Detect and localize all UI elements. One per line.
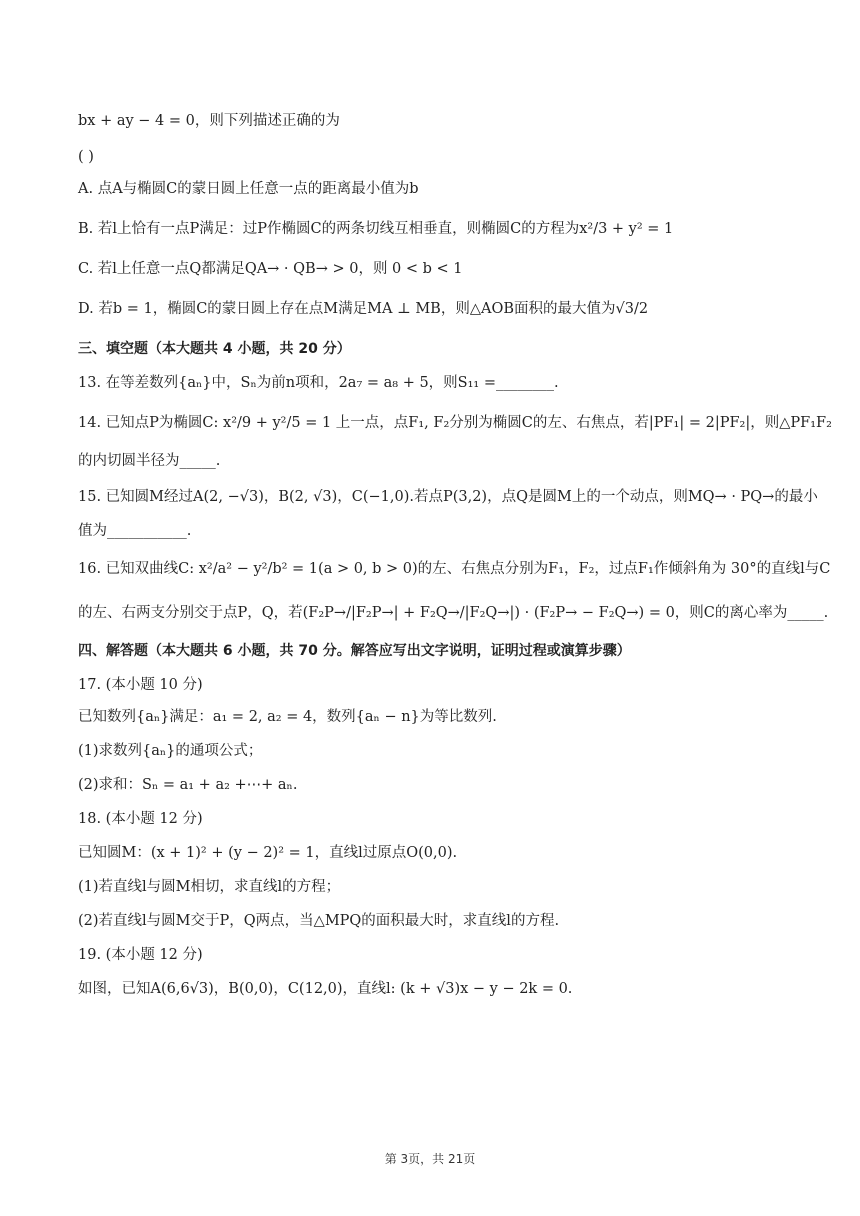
question-15-cont: 值为___________. — [78, 523, 192, 539]
question-18: 18. (本小题 12 分) — [78, 811, 203, 827]
question-19-stem: 如图，已知A(6,6√3)，B(0,0)，C(12,0)，直线l: (k + √3)x − y − 2k = 0. — [78, 981, 573, 997]
question-14: 14. 已知点P为椭圆C: x²/9 + y²/5 = 1 上一点，点F₁, F₂分别为椭圆C的左、右焦点，若|PF₁| = 2|PF₂|，则△PF₁F₂ — [78, 415, 832, 431]
question-17-stem: 已知数列{aₙ}满足：a₁ = 2, a₂ = 4，数列{aₙ − n}为等比数列. — [78, 709, 497, 725]
option-c: C. 若l上任意一点Q都满足QA→ · QB→ > 0，则 0 < b < 1 — [78, 261, 463, 277]
question-17-part-1: (1)求数列{aₙ}的通项公式； — [78, 743, 263, 759]
option-d: D. 若b = 1，椭圆C的蒙日圆上存在点M满足MA ⊥ MB，则△AOB面积的最大值为√3/2 — [78, 301, 649, 317]
text-line-1: bx + ay − 4 = 0，则下列描述正确的为 — [78, 113, 340, 129]
option-b: B. 若l上恰有一点P满足：过P作椭圆C的两条切线互相垂直，则椭圆C的方程为x²/3 + y² = 1 — [78, 221, 674, 237]
question-13: 13. 在等差数列{aₙ}中，Sₙ为前n项和，2a₇ = a₈ + 5，则S₁₁ =________. — [78, 375, 559, 391]
section-heading-fill-blank: 三、填空题（本大题共 4 小题，共 20 分） — [78, 341, 351, 357]
question-18-part-1: (1)若直线l与圆M相切，求直线l的方程； — [78, 879, 341, 895]
option-a: A. 点A与椭圆C的蒙日圆上任意一点的距离最小值为b — [78, 181, 419, 197]
question-14-cont: 的内切圆半径为_____. — [78, 453, 221, 469]
question-18-stem: 已知圆M：(x + 1)² + (y − 2)² = 1，直线l过原点O(0,0). — [78, 845, 458, 861]
question-17-part-2: (2)求和：Sₙ = a₁ + a₂ +⋯+ aₙ. — [78, 777, 298, 793]
question-16-cont: 的左、右两支分别交于点P，Q，若(F₂P→/|F₂P→| + F₂Q→/|F₂Q→|) · (F₂P→ − F₂Q→) = 0，则C的离心率为_____. — [78, 605, 829, 621]
page-footer: 第 3页，共 21页 — [384, 1152, 476, 1166]
question-18-part-2: (2)若直线l与圆M交于P，Q两点，当△MPQ的面积最大时，求直线l的方程. — [78, 913, 560, 929]
section-heading-solutions: 四、解答题（本大题共 6 小题，共 70 分。解答应写出文字说明，证明过程或演算步骤） — [78, 643, 631, 659]
question-16: 16. 已知双曲线C: x²/a² − y²/b² = 1(a > 0, b > 0)的左、右焦点分别为F₁，F₂，过点F₁作倾斜角为 30°的直线l与C — [78, 561, 831, 577]
question-19: 19. (本小题 12 分) — [78, 947, 203, 963]
text-line-2: ( ) — [78, 149, 94, 165]
question-15: 15. 已知圆M经过A(2, −√3)，B(2, √3)，C(−1,0).若点P(3,2)，点Q是圆M上的一个动点，则MQ→ · PQ→的最小 — [78, 489, 818, 505]
question-17: 17. (本小题 10 分) — [78, 677, 203, 693]
